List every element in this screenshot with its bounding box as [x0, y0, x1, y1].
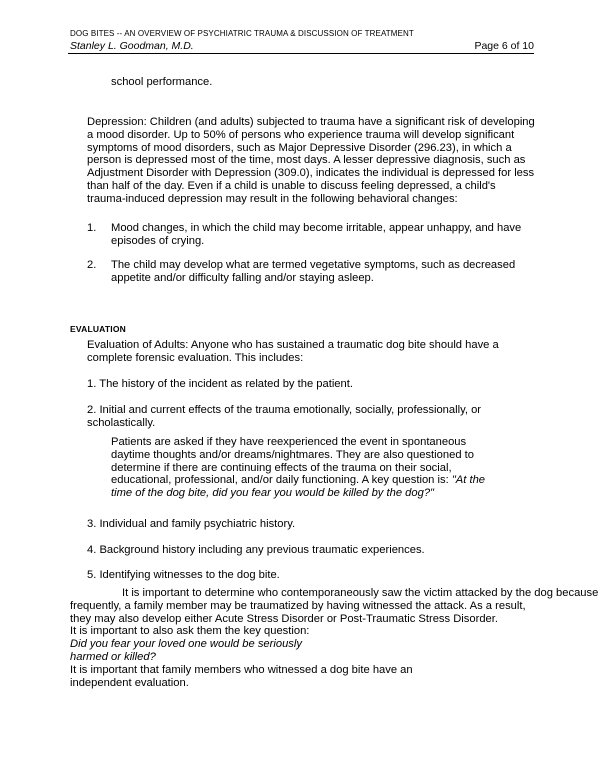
paragraph-line: independent evaluation. — [70, 676, 189, 689]
key-question-quote: "At the time of the dog bite, did you fear you would be killed by the dog?" — [111, 474, 486, 500]
list-item-number: 2. — [87, 259, 97, 271]
list-item: The child may develop what are termed vegetative symptoms, such as decreased appetite and/or difficulty falling and/or staying asleep. — [111, 259, 516, 284]
evaluation-item: 5. Identifying witnesses to the dog bite. — [87, 569, 280, 581]
paragraph-line: It is important to determine who contemporaneously saw the victim attacked by the dog because — [122, 587, 599, 599]
paragraph-line: they may also develop either Acute Stress Disorder or Post-Traumatic Stress Disorder. — [70, 612, 498, 625]
paragraph-line — [70, 625, 600, 651]
paragraph-line: frequently, a family member may be traumatized by having witnessed the attack. As a result, — [70, 599, 526, 612]
line-text: It is important to also ask them the key question: — [70, 625, 310, 638]
evaluation-item: 3. Individual and family psychiatric history. — [87, 518, 296, 530]
evaluation-item: 4. Background history including any previous traumatic experiences. — [87, 544, 425, 556]
evaluation-item: 1. The history of the incident as related by the patient. — [87, 378, 353, 390]
continuation-text: school performance. — [111, 76, 213, 88]
document-author: Stanley L. Goodman, M.D. — [70, 40, 194, 52]
evaluation-intro: Evaluation of Adults: Anyone who has sustained a traumatic dog bite should have a complete forensic evaluation. This includes: — [87, 339, 499, 364]
document-header-title: DOG BITES -- AN OVERVIEW OF PSYCHIATRIC TRAUMA & DISCUSSION OF TREATMENT — [70, 29, 414, 38]
evaluation-item: 2. Initial and current effects of the trauma emotionally, socially, professionally, or scholastically. — [87, 404, 482, 429]
paragraph-line — [70, 651, 600, 677]
key-question-italic: Did you fear your loved one would be seriously — [70, 638, 302, 651]
evaluation-subparagraph — [111, 436, 491, 500]
key-question-italic: harmed or killed? — [70, 650, 156, 663]
depression-paragraph: Depression: Children (and adults) subjected to trauma have a significant risk of developing a mood disorder. Up to 50% of persons who experience trauma will develop significant symptoms of mood disorders, such as Major Depressive Disorder (296.23), in which a person is depressed most of the time, most days. A lesser depressive diagnosis, such as Adjustment Disorder with Depression (309.0), indicates the individual is depressed for less than half of the day. Even if a child is unable to discuss feeling depressed, a child's trauma-induced depression may result in the following behavioral changes: — [87, 116, 535, 205]
header-rule — [68, 53, 534, 54]
page-number: Page 6 of 10 — [474, 40, 534, 52]
line-text: It is important that family members who witnessed a dog bite have an — [70, 663, 413, 676]
subparagraph-text: Patients are asked if they have reexperienced the event in spontaneous daytime thoughts and/or dreams/nightmares. They are also questioned to determine if there are continuing effects of the trauma on their social, educational, professional, and/or daily functioning. A key question is: — [111, 436, 474, 487]
list-item: Mood changes, in which the child may become irritable, appear unhappy, and have episodes of crying. — [111, 222, 522, 247]
witness-paragraph — [70, 587, 600, 689]
list-item-number: 1. — [87, 222, 97, 234]
section-heading: EVALUATION — [70, 324, 126, 334]
